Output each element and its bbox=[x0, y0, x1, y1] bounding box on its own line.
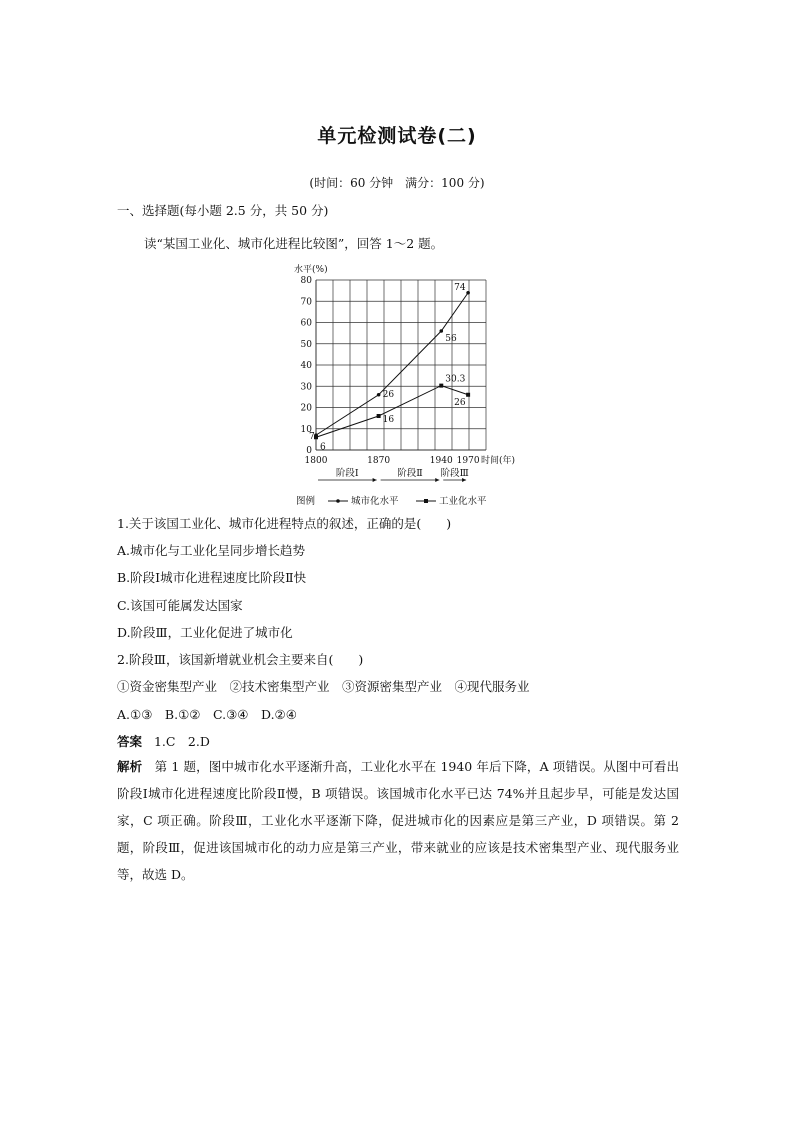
y-tick-label: 20 bbox=[300, 403, 312, 414]
q1-option-d: D.阶段Ⅲ，工业化促进了城市化 bbox=[117, 625, 293, 640]
series-line-urbanization bbox=[316, 293, 468, 435]
data-point-dot bbox=[439, 329, 443, 333]
legend-marker-dot bbox=[336, 499, 340, 503]
y-tick-label: 50 bbox=[300, 339, 312, 350]
x-tick-label: 1970 bbox=[456, 456, 480, 466]
stage-label: 阶段Ⅰ bbox=[335, 468, 359, 479]
section-heading: 一、选择题(每小题 2.5 分，共 50 分) bbox=[117, 203, 329, 218]
data-label-urbanization: 74 bbox=[454, 282, 466, 293]
stage-label: 阶段Ⅱ bbox=[397, 468, 423, 479]
y-tick-label: 40 bbox=[300, 361, 312, 371]
y-tick-label: 60 bbox=[300, 318, 312, 329]
stage-label: 阶段Ⅲ bbox=[440, 468, 469, 479]
x-tick-label: 1940 bbox=[429, 456, 453, 466]
q1-option-a: A.城市化与工业化呈同步增长趋势 bbox=[117, 543, 306, 558]
analysis-label: 解析 bbox=[117, 759, 143, 774]
analysis-text: 第 1 题，图中城市化水平逐渐升高，工业化水平在 1940 年后下降，A 项错误。从图中可看出阶段Ⅰ城市化进程速度比阶段Ⅱ慢，B 项错误。该国城市化水平已达 74%并且起步早，可能是发达国家，C 项正确。阶段Ⅲ，工业化水平逐渐下降，促进城市化的因素应是第三产业，D 项错误。第 2 题，阶段Ⅲ，促进该国城市化的动力应是第三产业，带来就业的应该是技术密集型产业、现代服务业等，故选 D。 bbox=[117, 759, 679, 882]
legend-label-industrialization: 工业化水平 bbox=[439, 496, 487, 507]
y-tick-label: 80 bbox=[300, 276, 312, 286]
data-point-square bbox=[439, 384, 443, 388]
q1-option-b: B.阶段Ⅰ城市化进程速度比阶段Ⅱ快 bbox=[117, 570, 307, 585]
data-point-square bbox=[466, 393, 470, 397]
data-point-dot bbox=[377, 393, 381, 397]
exam-time-score: (时间：60 分钟 满分：100 分) bbox=[309, 176, 485, 190]
q2-options: A.①③ B.①② C.③④ D.②④ bbox=[117, 707, 297, 722]
y-tick-label: 10 bbox=[300, 424, 312, 435]
answer-label: 答案 bbox=[117, 734, 143, 749]
q2-stem: 2.阶段Ⅲ，该国新增就业机会主要来自( ) bbox=[117, 652, 364, 667]
q2-items: ①资金密集型产业 ②技术密集型产业 ③资源密集型产业 ④现代服务业 bbox=[117, 679, 530, 694]
y-tick-label: 30 bbox=[300, 382, 312, 393]
data-label-urbanization: 7 bbox=[309, 432, 315, 443]
y-tick-label: 0 bbox=[306, 446, 312, 456]
data-label-industrialization: 6 bbox=[320, 442, 326, 453]
q1-stem: 1.关于该国工业化、城市化进程特点的叙述，正确的是( ) bbox=[117, 516, 452, 531]
answer-line bbox=[117, 732, 210, 750]
data-label-urbanization: 56 bbox=[445, 334, 457, 344]
stage-arrow-head bbox=[373, 478, 377, 482]
data-label-urbanization: 26 bbox=[382, 389, 395, 400]
legend-marker-square bbox=[424, 499, 428, 503]
line-chart bbox=[288, 258, 518, 510]
analysis-paragraph bbox=[117, 753, 679, 888]
page-title: 单元检测试卷(二) bbox=[317, 125, 477, 147]
legend-label-urbanization: 城市化水平 bbox=[351, 496, 399, 507]
data-point-dot bbox=[466, 291, 470, 295]
data-label-industrialization: 30.3 bbox=[445, 374, 466, 385]
data-label-industrialization: 16 bbox=[382, 415, 395, 425]
data-label-industrialization: 26 bbox=[454, 397, 466, 408]
y-axis-label: 水平(%) bbox=[294, 265, 328, 275]
data-point-square bbox=[377, 414, 381, 418]
x-tick-label: 1870 bbox=[367, 456, 391, 466]
answer-text: 1.C 2.D bbox=[153, 734, 210, 749]
x-axis-label: 时间(年) bbox=[480, 456, 516, 466]
stage-arrow-head bbox=[435, 478, 439, 482]
x-tick-label: 1800 bbox=[304, 456, 328, 466]
question-intro: 读“某国工业化、城市化进程比较图”，回答 1～2 题。 bbox=[144, 236, 444, 251]
y-tick-label: 70 bbox=[300, 297, 312, 308]
legend-title: 图例 bbox=[296, 496, 316, 507]
q1-option-c: C.该国可能属发达国家 bbox=[117, 598, 243, 613]
